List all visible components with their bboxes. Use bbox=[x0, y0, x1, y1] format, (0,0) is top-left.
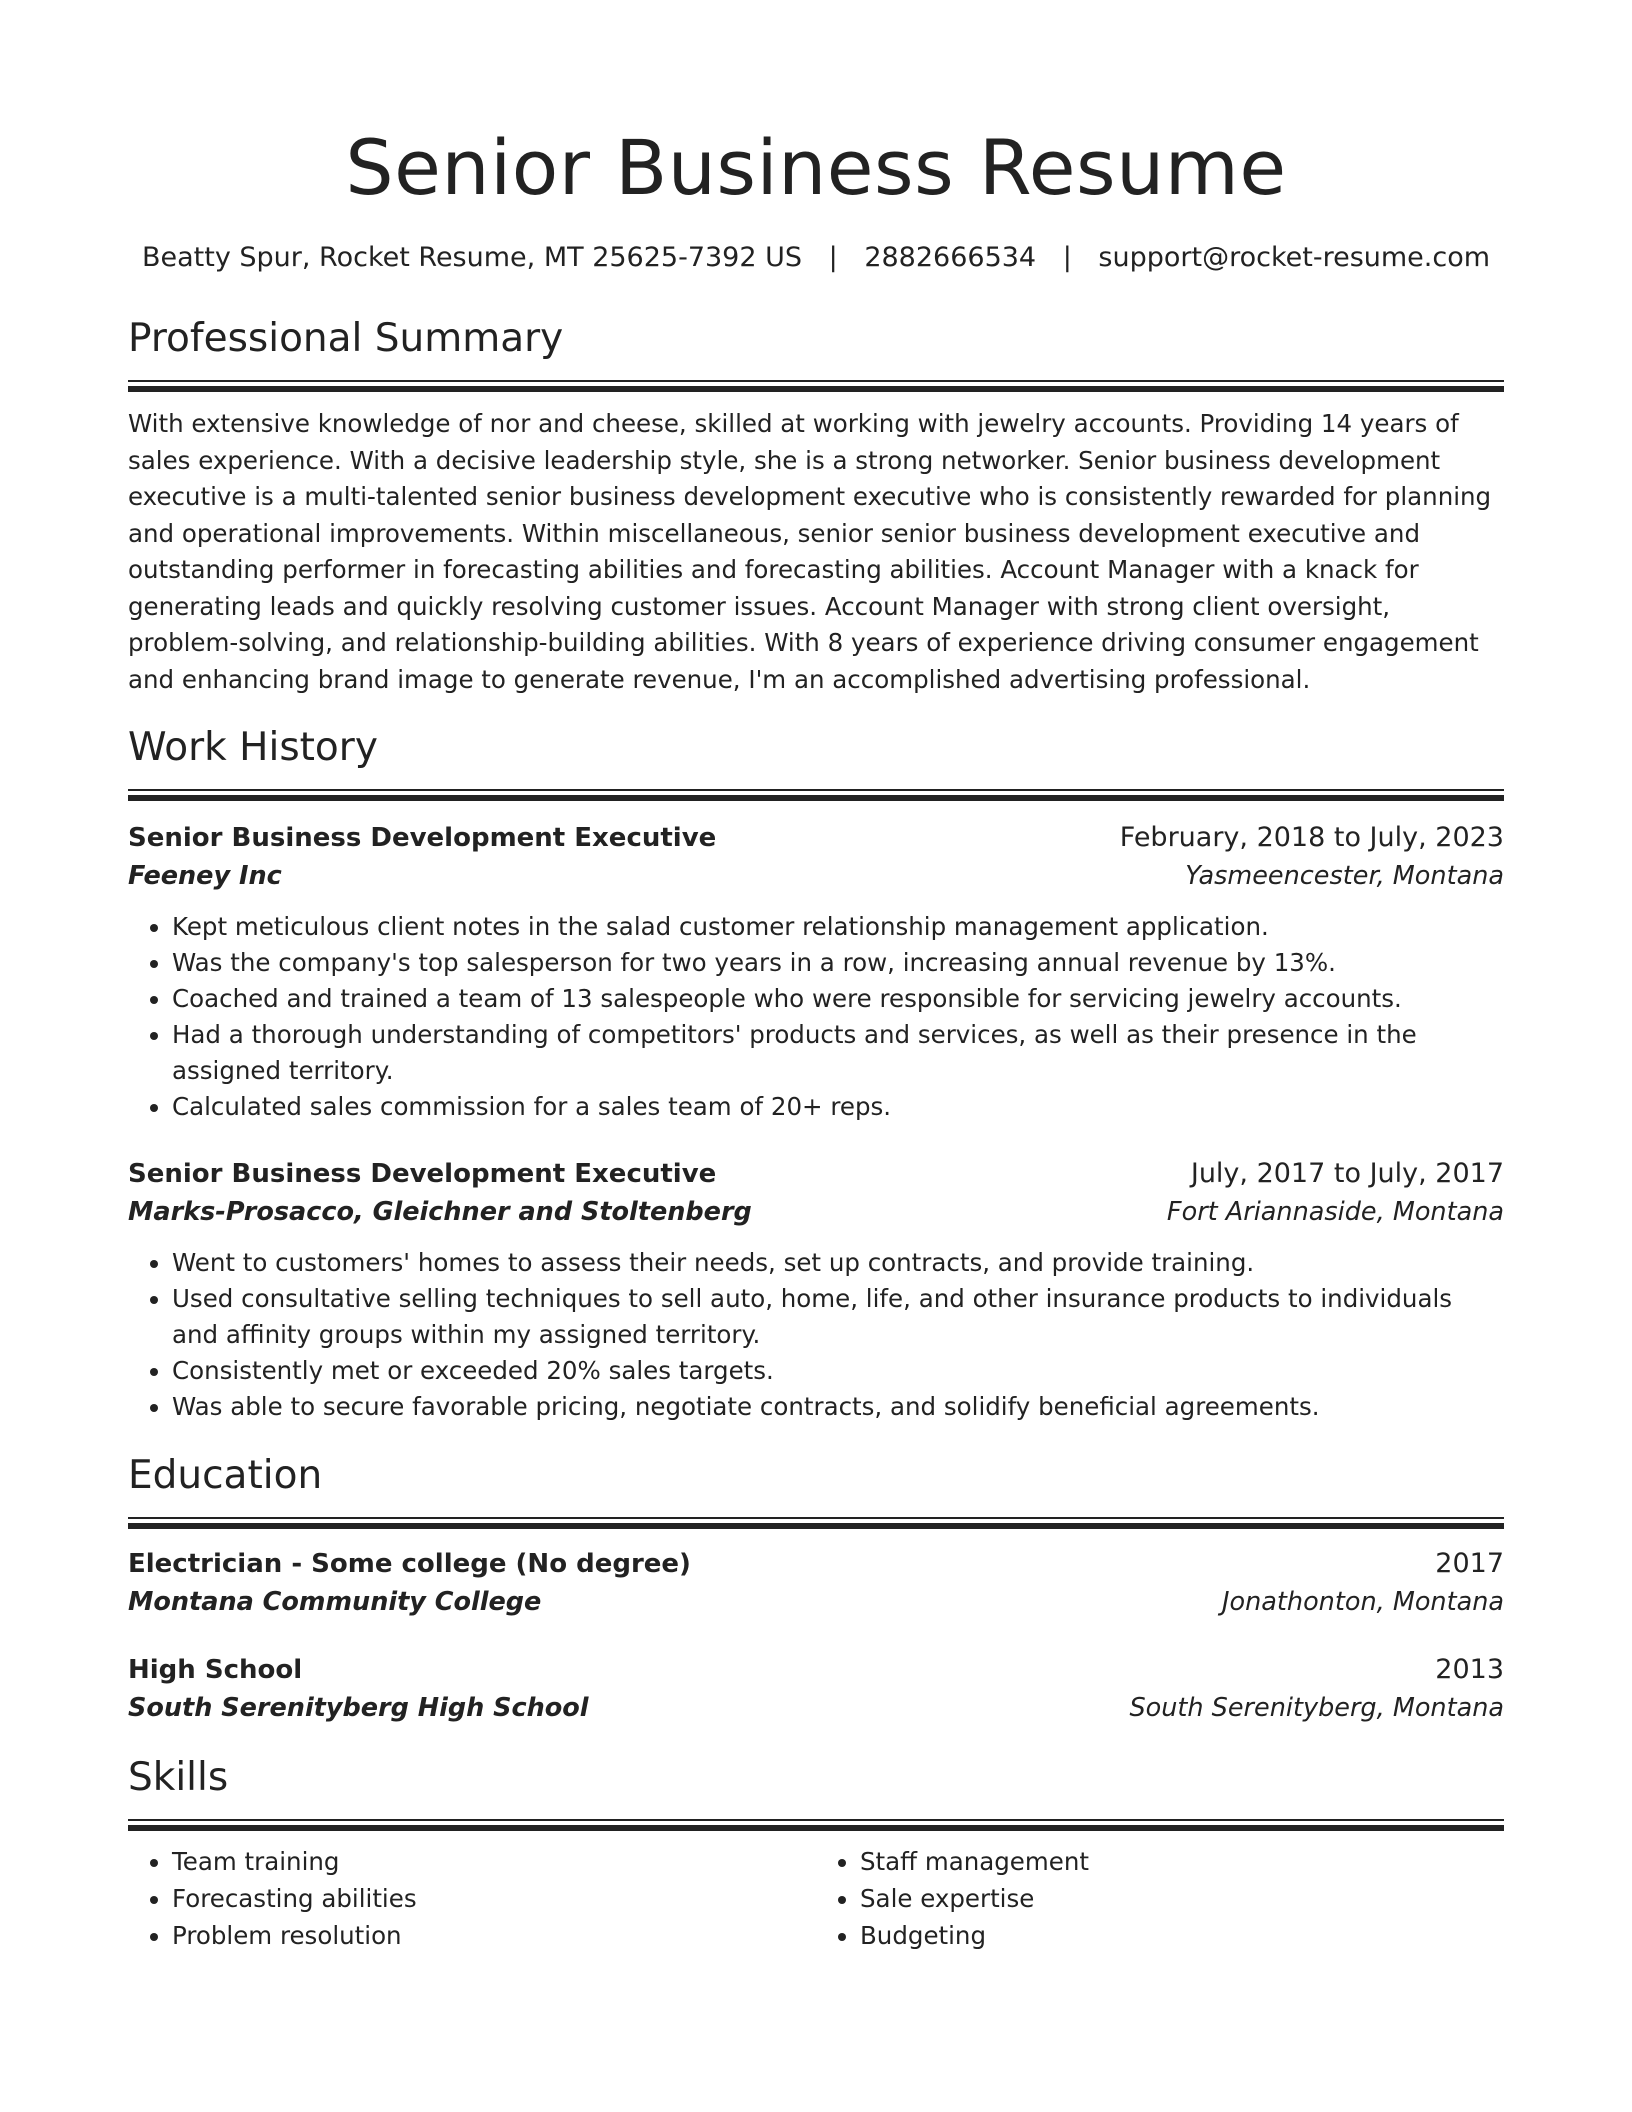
contact-separator: | bbox=[828, 242, 838, 273]
section-divider bbox=[128, 1517, 1504, 1529]
list-item: • Was the company's top salesperson for two years in a row, increasing annual revenue by 13%. bbox=[172, 945, 1504, 981]
skill-item: • Team training bbox=[172, 1843, 816, 1880]
education-year: 2013 bbox=[1435, 1653, 1504, 1685]
skills-column-right bbox=[816, 1843, 1504, 1954]
education-school: South Serenityberg High School bbox=[128, 1692, 589, 1723]
contact-address: Beatty Spur, Rocket Resume, MT 25625-7392 US bbox=[141, 242, 803, 273]
list-item: • Calculated sales commission for a sales team of 20+ reps. bbox=[172, 1089, 1504, 1125]
job-company-row bbox=[128, 857, 1504, 895]
skill-item: • Problem resolution bbox=[172, 1917, 816, 1954]
education-year: 2017 bbox=[1435, 1547, 1504, 1579]
section-divider bbox=[128, 1819, 1504, 1831]
job-company: Feeney Inc bbox=[128, 860, 282, 891]
job-title: Senior Business Development Executive bbox=[128, 822, 717, 853]
section-heading-work-history: Work History bbox=[128, 724, 378, 770]
education-header-row bbox=[128, 1651, 1504, 1689]
education-header-row bbox=[128, 1545, 1504, 1583]
list-item: • Used consultative selling techniques to sell auto, home, life, and other insurance products to individuals and affinity groups within my assigned territory. bbox=[172, 1281, 1504, 1353]
section-divider bbox=[128, 380, 1504, 392]
job-company: Marks-Prosacco, Gleichner and Stoltenberg bbox=[128, 1196, 752, 1227]
job-bullets bbox=[128, 1245, 1504, 1425]
section-heading-education: Education bbox=[128, 1452, 323, 1498]
list-item: • Consistently met or exceeded 20% sales targets. bbox=[172, 1353, 1504, 1389]
education-school-row bbox=[128, 1583, 1504, 1621]
list-item: • Kept meticulous client notes in the salad customer relationship management application. bbox=[172, 909, 1504, 945]
contact-line bbox=[128, 240, 1504, 276]
education-section bbox=[128, 1451, 1504, 1727]
job-bullets bbox=[128, 909, 1504, 1125]
education-school: Montana Community College bbox=[128, 1586, 542, 1617]
section-divider bbox=[128, 789, 1504, 801]
education-degree: High School bbox=[128, 1654, 303, 1685]
job-location: Fort Ariannaside, Montana bbox=[1166, 1196, 1504, 1227]
job-header-row bbox=[128, 819, 1504, 857]
education-location: Jonathonton, Montana bbox=[1222, 1586, 1504, 1617]
work-history-section bbox=[128, 723, 1504, 1425]
education-degree: Electrician - Some college (No degree) bbox=[128, 1548, 691, 1579]
contact-email: support@rocket-resume.com bbox=[1098, 242, 1491, 273]
contact-phone: 2882666534 bbox=[864, 242, 1037, 273]
skill-item: • Forecasting abilities bbox=[172, 1880, 816, 1917]
job-entry bbox=[128, 819, 1504, 1125]
education-location: South Serenityberg, Montana bbox=[1129, 1692, 1504, 1723]
list-item: • Had a thorough understanding of competitors' products and services, as well as their presence in the assigned territory. bbox=[172, 1017, 1504, 1089]
job-company-row bbox=[128, 1193, 1504, 1231]
resume-title: Senior Business Resume bbox=[345, 123, 1287, 212]
summary-text: With extensive knowledge of nor and cheese, skilled at working with jewelry accounts. Providing 14 years of sales experience. With a decisive leadership style, she is a strong networker. Senior business development executive is a multi-talented senior business development executive who is consistently rewarded for planning and operational improvements. Within miscellaneous, senior senior business development executive and outstanding performer in forecasting abilities and forecasting abilities. Account Manager with a knack for generating leads and quickly resolving customer issues. Account Manager with strong client oversight, problem-solving, and relationship-building abilities. With 8 years of experience driving consumer engagement and enhancing brand image to generate revenue, I'm an accomplished advertising professional. bbox=[128, 409, 1492, 694]
section-heading-summary: Professional Summary bbox=[128, 316, 564, 361]
job-title: Senior Business Development Executive bbox=[128, 1158, 717, 1189]
job-location: Yasmeencester, Montana bbox=[1185, 860, 1504, 891]
skills-section bbox=[128, 1753, 1504, 1954]
job-header-row bbox=[128, 1155, 1504, 1193]
skills-column-left bbox=[128, 1843, 816, 1954]
job-entry bbox=[128, 1155, 1504, 1425]
summary-section bbox=[128, 314, 1504, 698]
skill-item: • Sale expertise bbox=[860, 1880, 1504, 1917]
list-item: • Went to customers' homes to assess their needs, set up contracts, and provide training. bbox=[172, 1245, 1504, 1281]
skill-item: • Staff management bbox=[860, 1843, 1504, 1880]
education-entry bbox=[128, 1545, 1504, 1621]
education-entry bbox=[128, 1651, 1504, 1727]
list-item: • Coached and trained a team of 13 salespeople who were responsible for servicing jewelry accounts. bbox=[172, 981, 1504, 1017]
job-dates: July, 2017 to July, 2017 bbox=[1190, 1157, 1504, 1189]
skill-item: • Budgeting bbox=[860, 1917, 1504, 1954]
education-school-row bbox=[128, 1689, 1504, 1727]
section-heading-skills: Skills bbox=[128, 1754, 229, 1800]
list-item: • Was able to secure favorable pricing, negotiate contracts, and solidify beneficial agreements. bbox=[172, 1389, 1504, 1425]
contact-separator: | bbox=[1062, 242, 1072, 273]
skills-grid bbox=[128, 1843, 1504, 1954]
job-dates: February, 2018 to July, 2023 bbox=[1119, 821, 1504, 853]
